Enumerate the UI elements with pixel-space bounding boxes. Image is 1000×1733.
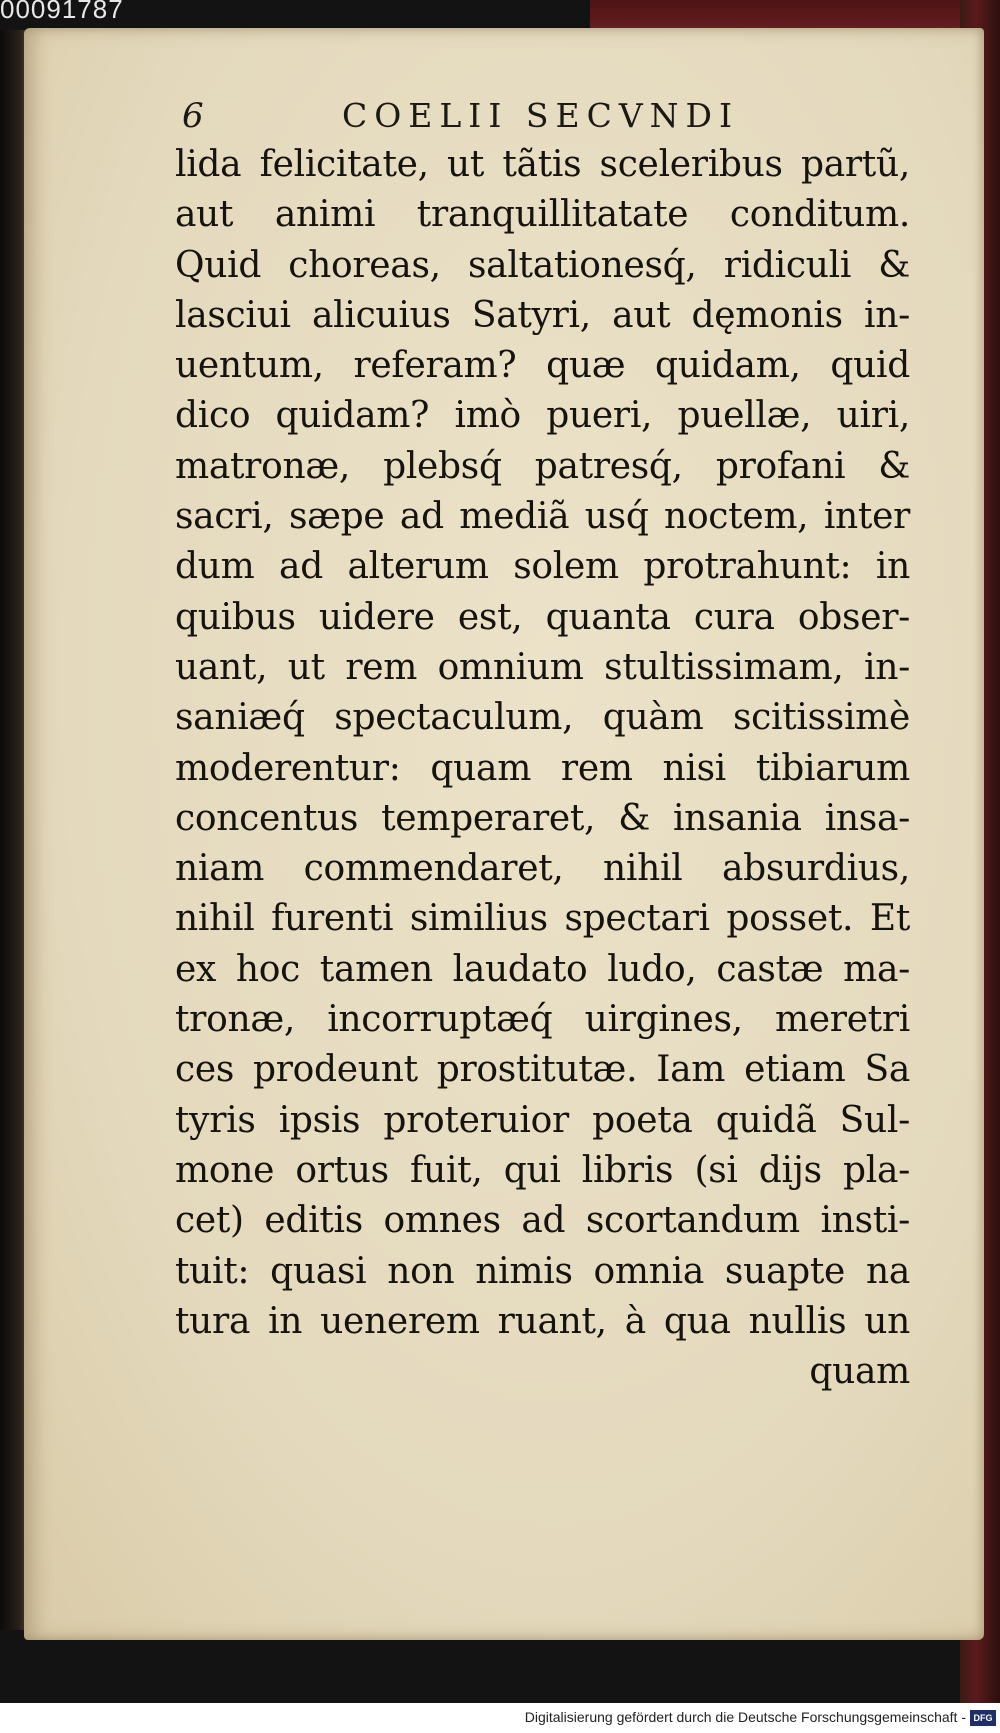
digitization-footer [0, 1703, 1000, 1733]
text-line: saniæq́ spectaculum, quàm scitissimè [175, 697, 910, 739]
text-line: lasciui alicuius Satyri, aut dęmonis in- [175, 294, 910, 336]
text-block [175, 140, 910, 1397]
running-head: COELII SECVNDI [342, 96, 740, 135]
text-line: uant, ut rem omnium stultissimam, in- [175, 646, 910, 688]
footer-credit: Digitalisierung gefördert durch die Deutsche Forschungsgemeinschaft - [524, 1709, 966, 1725]
text-line: aut animi tranquillitatate conditum. [175, 194, 910, 236]
dfg-logo-icon: DFG [970, 1710, 996, 1726]
text-line: quibus uidere est, quanta cura obser- [175, 596, 910, 638]
page-header [182, 96, 782, 136]
text-line: tuit: quasi non nimis omnia suapte na [175, 1250, 910, 1292]
text-line: concentus temperaret, & insania insa- [175, 797, 910, 839]
text-line: lida felicitate, ut tãtis sceleribus partũ, [175, 144, 910, 185]
text-line: nihil furenti similius spectari posset. Et [175, 898, 910, 940]
text-line: matronæ, plebsq́ patresq́, profani & [175, 445, 910, 487]
text-line: Quid choreas, saltationesq́, ridiculi & [175, 244, 910, 286]
text-line: ces prodeunt prostitutæ. Iam etiam Sa [175, 1049, 910, 1091]
text-line: tura in uenerem ruant, à qua nullis un [175, 1300, 910, 1342]
text-line: mone ortus fuit, qui libris (si dijs pla- [175, 1149, 910, 1191]
page-number: 6 [182, 96, 204, 136]
text-line: niam commendaret, nihil absurdius, [175, 848, 910, 890]
scan-id-label: 00091787 [0, 0, 124, 24]
text-line: dico quidam? imò pueri, puellæ, uiri, [175, 395, 910, 437]
text-line: cet) editis omnes ad scortandum insti- [175, 1200, 910, 1242]
text-line: sacri, sæpe ad mediã usq́ noctem, inter [175, 496, 910, 538]
text-line: tyris ipsis proteruior poeta quidã Sul- [175, 1099, 910, 1141]
text-line: uentum, referam? quæ quidam, quid [175, 345, 910, 387]
catchword: quam [809, 1351, 910, 1393]
text-line: tronæ, incorruptæq́ uirgines, meretri [175, 999, 910, 1041]
text-line: ex hoc tamen laudato ludo, castæ ma- [175, 948, 910, 990]
text-line: dum ad alterum solem protrahunt: in [175, 546, 910, 588]
text-line: moderentur: quam rem nisi tibiarum [175, 747, 910, 789]
